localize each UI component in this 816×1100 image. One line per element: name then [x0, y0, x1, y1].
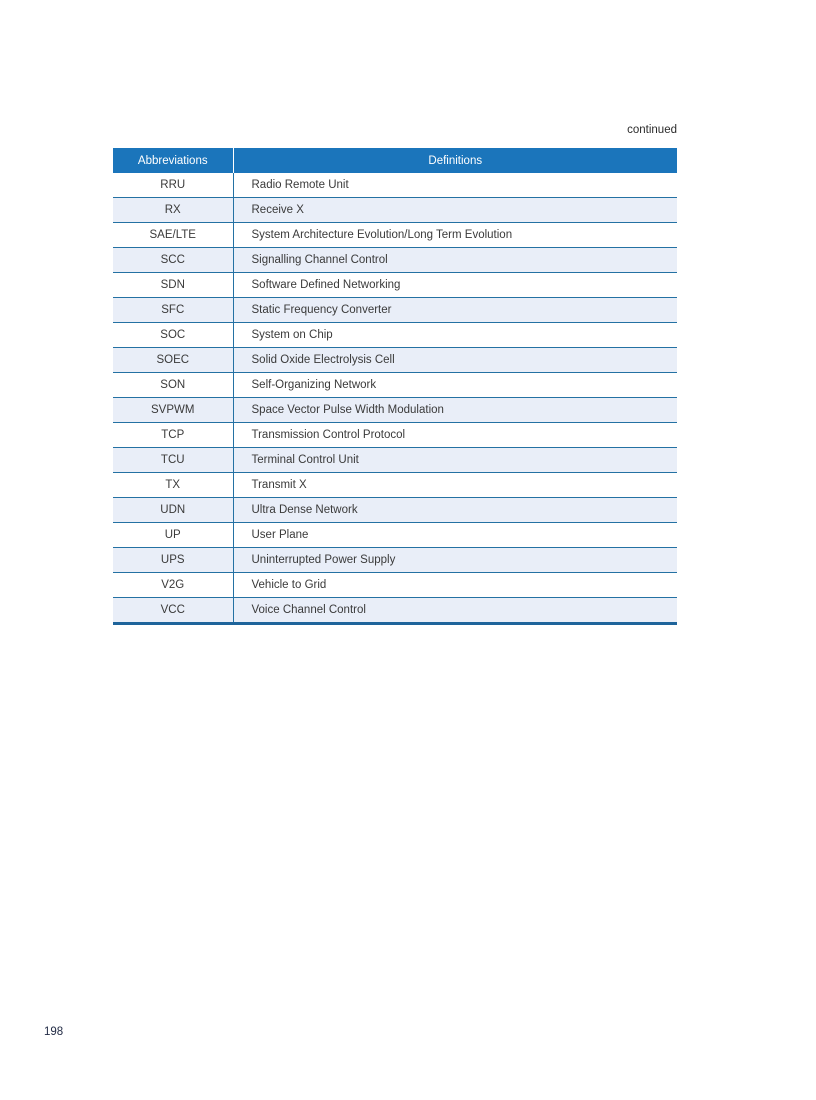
definition-cell: System on Chip	[233, 323, 677, 348]
table-row	[113, 373, 677, 398]
table-row	[113, 473, 677, 498]
abbreviation-cell: SCC	[113, 248, 233, 273]
definition-cell: System Architecture Evolution/Long Term Evolution	[233, 223, 677, 248]
table-row	[113, 248, 677, 273]
definition-cell: Terminal Control Unit	[233, 448, 677, 473]
definition-cell: Transmit X	[233, 473, 677, 498]
definition-cell: Space Vector Pulse Width Modulation	[233, 398, 677, 423]
abbreviation-cell: SDN	[113, 273, 233, 298]
table-row	[113, 423, 677, 448]
table-row	[113, 548, 677, 573]
definition-cell: Vehicle to Grid	[233, 573, 677, 598]
definition-cell: Receive X	[233, 198, 677, 223]
abbreviation-cell: SFC	[113, 298, 233, 323]
table-row	[113, 223, 677, 248]
definition-cell: User Plane	[233, 523, 677, 548]
abbreviation-cell: UPS	[113, 548, 233, 573]
definition-cell: Signalling Channel Control	[233, 248, 677, 273]
table-row	[113, 573, 677, 598]
abbrev-table-body	[113, 173, 677, 624]
table-row	[113, 398, 677, 423]
abbreviation-cell: SAE/LTE	[113, 223, 233, 248]
abbreviations-table	[113, 148, 677, 625]
table-row	[113, 348, 677, 373]
abbreviation-cell: TCU	[113, 448, 233, 473]
page-number: 198	[44, 1026, 64, 1038]
table-header-row	[113, 148, 677, 173]
abbreviation-cell: TX	[113, 473, 233, 498]
definition-cell: Software Defined Networking	[233, 273, 677, 298]
abbreviation-cell: SON	[113, 373, 233, 398]
table-row	[113, 523, 677, 548]
abbreviation-cell: VCC	[113, 598, 233, 624]
definition-cell: Ultra Dense Network	[233, 498, 677, 523]
definitions-column-header: Definitions	[233, 148, 677, 173]
abbreviation-cell: TCP	[113, 423, 233, 448]
definition-cell: Transmission Control Protocol	[233, 423, 677, 448]
table-row	[113, 173, 677, 198]
abbreviation-cell: SOEC	[113, 348, 233, 373]
abbreviation-cell: RX	[113, 198, 233, 223]
definition-cell: Voice Channel Control	[233, 598, 677, 624]
table-row	[113, 448, 677, 473]
definition-cell: Self-Organizing Network	[233, 373, 677, 398]
table-row	[113, 273, 677, 298]
abbreviation-cell: RRU	[113, 173, 233, 198]
table-row	[113, 323, 677, 348]
continued-label: continued	[627, 124, 677, 136]
definition-cell: Solid Oxide Electrolysis Cell	[233, 348, 677, 373]
table-row	[113, 198, 677, 223]
definition-cell: Static Frequency Converter	[233, 298, 677, 323]
definition-cell: Radio Remote Unit	[251, 179, 349, 191]
abbreviations-column-header: Abbreviations	[113, 148, 233, 173]
abbreviation-cell: UP	[113, 523, 233, 548]
abbreviation-cell: UDN	[113, 498, 233, 523]
table-row	[113, 298, 677, 323]
abbreviation-cell: SOC	[113, 323, 233, 348]
table-row	[113, 598, 677, 624]
table-header	[113, 148, 677, 173]
abbreviation-cell: V2G	[113, 573, 233, 598]
definition-cell: Uninterrupted Power Supply	[233, 548, 677, 573]
table-row	[113, 498, 677, 523]
abbreviation-cell: SVPWM	[113, 398, 233, 423]
